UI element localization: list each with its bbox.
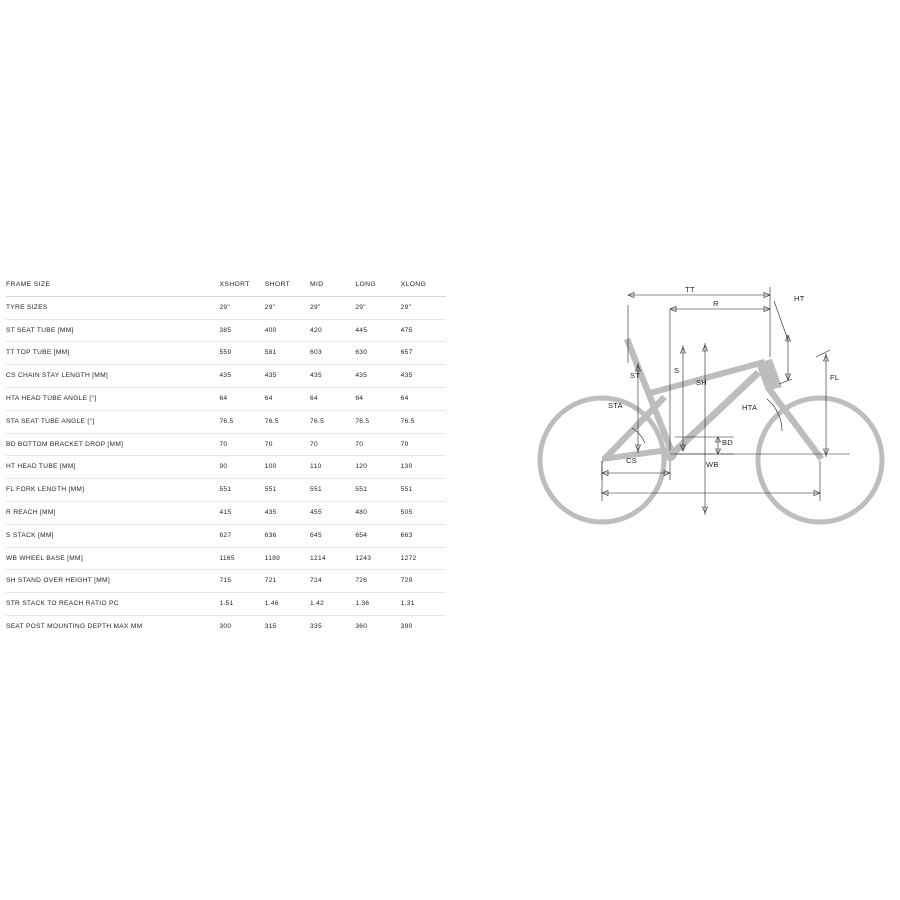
row-value: 1165 (219, 547, 264, 570)
row-value: 70 (355, 433, 400, 456)
row-value: 64 (310, 387, 355, 410)
row-value: 435 (310, 365, 355, 388)
row-value: 76.5 (401, 410, 446, 433)
row-label: TYRE SIZES (6, 296, 219, 319)
row-value: 435 (265, 501, 310, 524)
row-label: STR STACK TO REACH RATIO PC (6, 593, 219, 616)
row-value: 315 (264, 622, 277, 630)
table-row (6, 342, 446, 365)
row-value: 70 (401, 433, 446, 456)
row-value: 1.46 (265, 593, 310, 616)
table-row (6, 570, 446, 593)
row-value: 551 (401, 479, 446, 502)
row-value: 645 (310, 524, 355, 547)
row-value: 29" (310, 296, 355, 319)
row-value: 130 (401, 456, 446, 479)
dim-label-s: S (674, 366, 680, 375)
row-value: 76.5 (355, 410, 400, 433)
row-value: 630 (355, 342, 400, 365)
row-value: 627 (219, 524, 264, 547)
row-value: 445 (355, 319, 400, 342)
row-value: 551 (355, 479, 400, 502)
row-value: 90 (219, 456, 264, 479)
table-row (6, 615, 446, 637)
row-value: 385 (219, 319, 264, 342)
row-value: 657 (401, 342, 446, 365)
table-row (6, 365, 446, 388)
row-value: 1.51 (219, 593, 264, 616)
row-label: TT TOP TUBE [MM] (6, 342, 219, 365)
row-value: 603 (310, 342, 355, 365)
row-label: S STACK [MM] (6, 524, 219, 547)
table-row (6, 593, 446, 616)
row-value: 300 (219, 622, 232, 630)
row-value: 400 (265, 319, 310, 342)
table-header-long: LONG (355, 274, 400, 296)
table-header-row (6, 274, 446, 296)
row-value: 64 (401, 387, 446, 410)
row-label: ST SEAT TUBE [MM] (6, 319, 219, 342)
dim-label-sta: STA (608, 401, 623, 410)
row-value: 64 (265, 387, 310, 410)
row-value: 480 (355, 501, 400, 524)
row-value: 663 (401, 524, 446, 547)
row-value: 551 (219, 479, 264, 502)
row-value: 726 (355, 570, 400, 593)
table-header-xlong: XLONG (401, 274, 446, 296)
table-row (6, 433, 446, 456)
row-value: 360 (355, 622, 368, 630)
row-value: 1.36 (355, 593, 400, 616)
bike-geometry-diagram (520, 265, 900, 530)
row-value: 729 (401, 570, 446, 593)
row-value: 1214 (310, 547, 355, 570)
row-value: 505 (401, 501, 446, 524)
row-value: 64 (219, 387, 264, 410)
dim-label-r: R (713, 299, 719, 308)
row-value: 551 (310, 479, 355, 502)
table-row (6, 524, 446, 547)
row-label: SEAT POST MOUNTING DEPTH MAX MM (6, 622, 143, 630)
row-value: 1272 (401, 547, 446, 570)
row-value: 420 (310, 319, 355, 342)
row-label: HT HEAD TUBE [MM] (6, 456, 219, 479)
row-value: 29" (265, 296, 310, 319)
row-value: 415 (219, 501, 264, 524)
row-value: 1.42 (310, 593, 355, 616)
dim-label-bd: BD (722, 438, 734, 447)
row-value: 455 (310, 501, 355, 524)
row-value: 435 (401, 365, 446, 388)
row-label: HTA HEAD TUBE ANGLE [°] (6, 387, 219, 410)
row-value: 581 (265, 342, 310, 365)
row-value: 1.31 (401, 593, 446, 616)
row-value: 29" (219, 296, 264, 319)
table-header-short: SHORT (265, 274, 310, 296)
row-value: 715 (219, 570, 264, 593)
row-value: 435 (355, 365, 400, 388)
dim-label-tt: TT (685, 285, 695, 294)
row-value: 1189 (265, 547, 310, 570)
table-row (6, 410, 446, 433)
row-value: 64 (355, 387, 400, 410)
frame-outline (602, 338, 824, 462)
row-value: 475 (401, 319, 446, 342)
row-value: 654 (355, 524, 400, 547)
row-label: CS CHAIN STAY LENGTH [MM] (6, 365, 219, 388)
row-value: 435 (265, 365, 310, 388)
table-row (6, 296, 446, 319)
row-label: BD BOTTOM BRACKET DROP [MM] (6, 433, 219, 456)
row-value: 76.5 (265, 410, 310, 433)
row-label: R REACH [MM] (6, 501, 219, 524)
row-value: 335 (310, 622, 322, 630)
dim-label-cs: CS (626, 456, 638, 465)
table-row (6, 479, 446, 502)
row-value: 120 (355, 456, 400, 479)
row-label: FL FORK LENGTH [MM] (6, 479, 219, 502)
row-value: 636 (265, 524, 310, 547)
dim-label-sh: SH (696, 378, 708, 387)
row-value: 1243 (355, 547, 400, 570)
table-header-frame-size: FRAME SIZE (6, 274, 219, 296)
table-row (6, 387, 446, 410)
row-value: 100 (265, 456, 310, 479)
row-value: 435 (219, 365, 264, 388)
row-value: 559 (219, 342, 264, 365)
table-header-mid: MID (310, 274, 355, 296)
table-row (6, 547, 446, 570)
table-row (6, 501, 446, 524)
dim-label-wb: WB (706, 460, 719, 469)
row-label: WB WHEEL BASE [MM] (6, 547, 219, 570)
dim-label-fl: FL (830, 373, 840, 382)
row-value: 70 (265, 433, 310, 456)
row-value: 76.5 (219, 410, 264, 433)
table-row (6, 456, 446, 479)
row-value: 110 (310, 456, 355, 479)
row-label: STA SEAT TUBE ANGLE [°] (6, 410, 219, 433)
row-value: 551 (265, 479, 310, 502)
table-row (6, 319, 446, 342)
table-header-xshort: XSHORT (219, 274, 264, 296)
geometry-table (6, 274, 446, 638)
row-value: 721 (265, 570, 310, 593)
dim-label-hta: HTA (742, 403, 758, 412)
row-value: 76.5 (310, 410, 355, 433)
row-value: 29" (401, 296, 446, 319)
row-value: 29" (355, 296, 400, 319)
row-value: 70 (219, 433, 264, 456)
dim-label-st: ST (630, 371, 641, 380)
row-value: 70 (310, 433, 355, 456)
row-value: 724 (310, 570, 355, 593)
row-label: SH STAND OVER HEIGHT [MM] (6, 570, 219, 593)
row-value: 390 (400, 622, 413, 630)
dim-label-ht: HT (794, 294, 805, 303)
